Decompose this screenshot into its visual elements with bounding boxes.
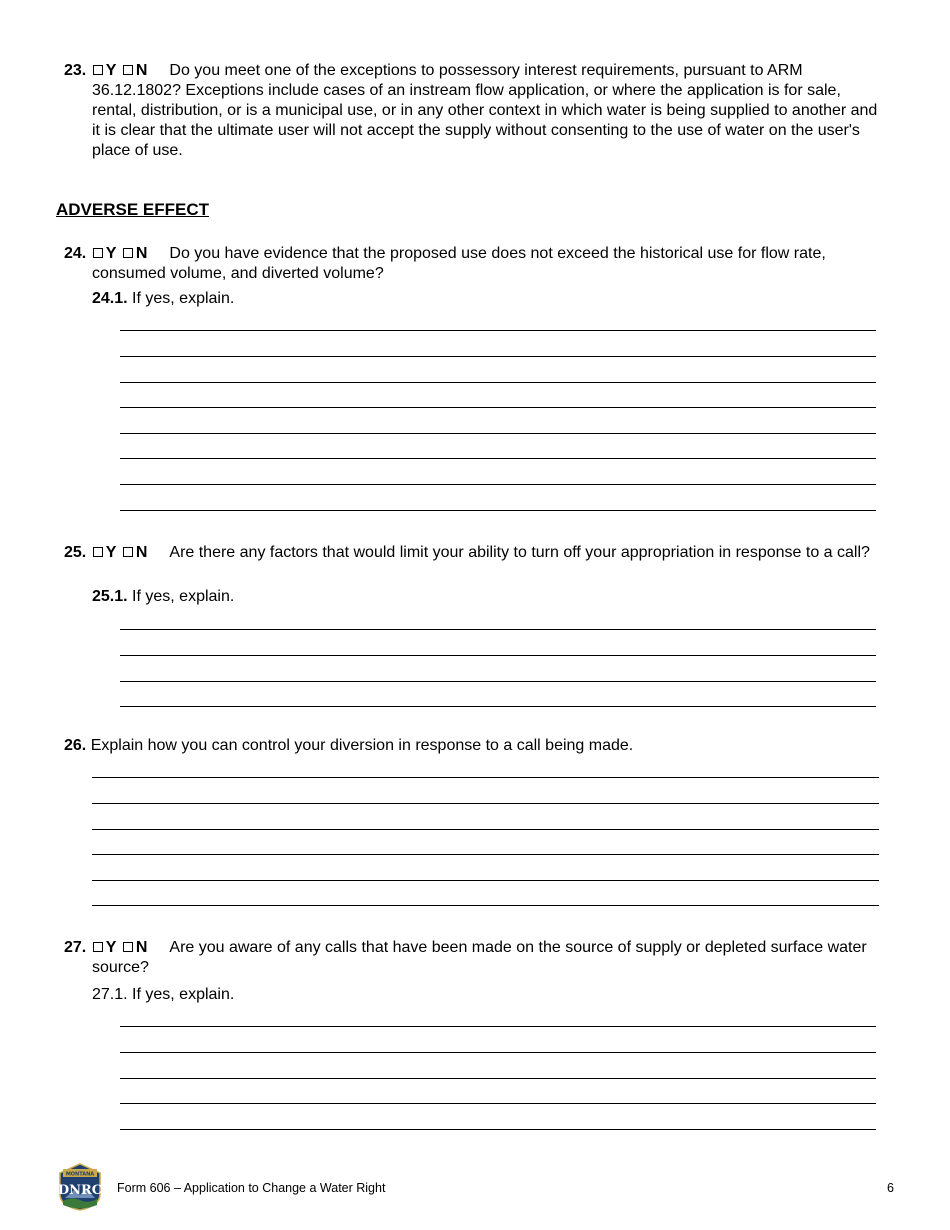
subquestion-number: 27.1. — [92, 986, 128, 1003]
answer-line[interactable] — [120, 407, 876, 408]
answer-line[interactable] — [120, 458, 876, 459]
answer-line[interactable] — [120, 484, 876, 485]
answer-line[interactable] — [92, 880, 879, 881]
question-23 — [64, 61, 884, 161]
question-24 — [64, 244, 884, 284]
answer-line[interactable] — [120, 1078, 876, 1079]
no-checkbox[interactable] — [123, 547, 133, 557]
dnrc-seal-icon — [56, 1163, 104, 1211]
form-title: Form 606 – Application to Change a Water Right — [117, 1181, 386, 1195]
yes-label: Y — [105, 62, 117, 79]
no-checkbox[interactable] — [123, 942, 133, 952]
yes-checkbox[interactable] — [93, 248, 103, 258]
yes-label: Y — [105, 939, 117, 956]
answer-line[interactable] — [120, 1026, 876, 1027]
answer-line[interactable] — [120, 1052, 876, 1053]
answer-line[interactable] — [120, 1103, 876, 1104]
no-label: N — [135, 62, 148, 79]
subquestion-text: If yes, explain. — [132, 588, 235, 605]
question-text: Do you have evidence that the proposed use does not exceed the historical use for flow rate, consumed volume, and diverted volume? — [92, 245, 826, 282]
question-text: Explain how you can control your diversion in response to a call being made. — [90, 737, 634, 754]
yes-checkbox[interactable] — [93, 65, 103, 75]
answer-line[interactable] — [120, 655, 876, 656]
page-number: 6 — [887, 1181, 894, 1195]
dnrc-logo — [56, 1163, 104, 1211]
yes-checkbox[interactable] — [93, 547, 103, 557]
answer-line[interactable] — [120, 356, 876, 357]
subquestion-24-1 — [92, 289, 234, 309]
subquestion-27-1 — [92, 985, 234, 1005]
answer-line[interactable] — [120, 330, 876, 331]
question-number: 24. — [64, 245, 87, 262]
logo-text: DNRC — [57, 1183, 103, 1198]
question-text: Do you meet one of the exceptions to possessory interest requirements, pursuant to ARM 36.12.1802? Exceptions include cases of an instream flow application, or where the application is for sale, rental, distribution, or is a municipal use, or in any other context in which water is being supplied to another and it is clear that the ultimate user will not accept the supply without consenting to the use of water on the user's place of use. — [92, 62, 878, 159]
no-label: N — [135, 245, 148, 262]
question-number: 26. — [64, 737, 87, 754]
question-27 — [64, 938, 884, 978]
subquestion-25-1 — [92, 587, 234, 607]
answer-line[interactable] — [92, 829, 879, 830]
subquestion-text: If yes, explain. — [132, 290, 235, 307]
answer-line[interactable] — [120, 1129, 876, 1130]
answer-line[interactable] — [120, 681, 876, 682]
question-26 — [64, 736, 884, 756]
question-text: Are you aware of any calls that have been made on the source of supply or depleted surface water source? — [92, 939, 867, 976]
no-checkbox[interactable] — [123, 248, 133, 258]
answer-line[interactable] — [92, 777, 879, 778]
question-25 — [64, 543, 884, 563]
yes-checkbox[interactable] — [93, 942, 103, 952]
answer-line[interactable] — [120, 433, 876, 434]
question-number: 27. — [64, 939, 87, 956]
logo-top-text: MONTANA — [65, 1171, 95, 1178]
subquestion-number: 25.1. — [92, 588, 128, 605]
subquestion-text: If yes, explain. — [132, 986, 235, 1003]
yes-label: Y — [105, 245, 117, 262]
answer-line[interactable] — [120, 629, 876, 630]
answer-line[interactable] — [92, 854, 879, 855]
answer-line[interactable] — [92, 905, 879, 906]
yes-label: Y — [105, 544, 117, 561]
question-text: Are there any factors that would limit your ability to turn off your appropriation in response to a call? — [169, 544, 870, 561]
question-number: 25. — [64, 544, 87, 561]
answer-line[interactable] — [120, 382, 876, 383]
answer-line[interactable] — [120, 510, 876, 511]
answer-line[interactable] — [120, 706, 876, 707]
no-checkbox[interactable] — [123, 65, 133, 75]
section-heading: ADVERSE EFFECT — [56, 200, 210, 219]
no-label: N — [135, 544, 148, 561]
answer-line[interactable] — [92, 803, 879, 804]
no-label: N — [135, 939, 148, 956]
subquestion-number: 24.1. — [92, 290, 128, 307]
question-number: 23. — [64, 62, 87, 79]
